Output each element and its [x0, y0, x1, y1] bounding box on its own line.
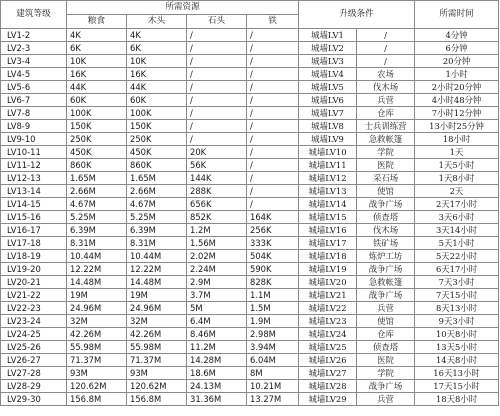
cell-level: LV22-23 — [1, 302, 67, 315]
cell-building-requirement: 伐木场 — [357, 81, 415, 94]
cell-stone: 1.56M — [187, 237, 247, 250]
header-level: 建筑等级 — [1, 1, 67, 29]
cell-time: 5天1小时 — [415, 237, 499, 250]
cell-wood: 44K — [127, 81, 187, 94]
table-row — [1, 289, 499, 302]
cell-level: LV4-5 — [1, 68, 67, 81]
cell-time: 1小时 — [415, 68, 499, 81]
cell-wall-requirement: 城墙LV14 — [299, 198, 357, 211]
cell-food: 32M — [67, 315, 127, 328]
cell-building-requirement: / — [357, 42, 415, 55]
cell-stone: 2.9M — [187, 276, 247, 289]
cell-building-requirement: 士兵训练营 — [357, 120, 415, 133]
cell-iron: 504K — [247, 250, 299, 263]
cell-stone: 31.36M — [187, 393, 247, 406]
cell-stone: / — [187, 94, 247, 107]
table-row — [1, 276, 499, 289]
table-row — [1, 198, 499, 211]
table-row — [1, 159, 499, 172]
cell-food: 71.37M — [67, 354, 127, 367]
cell-time: 8天13小时 — [415, 302, 499, 315]
cell-food: 14.48M — [67, 276, 127, 289]
cell-level: LV19-20 — [1, 263, 67, 276]
cell-time: 14天8小时 — [415, 354, 499, 367]
cell-stone: / — [187, 107, 247, 120]
cell-wall-requirement: 城墙LV5 — [299, 81, 357, 94]
cell-wall-requirement: 城墙LV20 — [299, 276, 357, 289]
table-row — [1, 224, 499, 237]
cell-level: LV23-24 — [1, 315, 67, 328]
cell-building-requirement: 炼炉工坊 — [357, 250, 415, 263]
cell-wall-requirement: 城墙LV4 — [299, 68, 357, 81]
table-row — [1, 367, 499, 380]
cell-wood: 12.22M — [127, 263, 187, 276]
table-row — [1, 354, 499, 367]
cell-building-requirement: 急救帐篷 — [357, 276, 415, 289]
cell-wall-requirement: 城墙LV25 — [299, 341, 357, 354]
cell-iron: 164K — [247, 211, 299, 224]
cell-wood: 71.37M — [127, 354, 187, 367]
cell-time: 3天14小时 — [415, 224, 499, 237]
cell-building-requirement: 采石场 — [357, 172, 415, 185]
cell-level: LV7-8 — [1, 107, 67, 120]
cell-level: LV3-4 — [1, 55, 67, 68]
cell-iron: / — [247, 81, 299, 94]
cell-iron: / — [247, 172, 299, 185]
cell-stone: 144K — [187, 172, 247, 185]
cell-stone: / — [187, 42, 247, 55]
cell-building-requirement: 铁矿场 — [357, 237, 415, 250]
cell-level: LV2-3 — [1, 42, 67, 55]
cell-wood: 150K — [127, 120, 187, 133]
cell-wall-requirement: 城墙LV12 — [299, 172, 357, 185]
cell-level: LV1-2 — [1, 29, 67, 42]
cell-wall-requirement: 城墙LV24 — [299, 328, 357, 341]
cell-wall-requirement: 城墙LV9 — [299, 133, 357, 146]
cell-stone: 14.28M — [187, 354, 247, 367]
cell-wall-requirement: 城墙LV16 — [299, 224, 357, 237]
cell-stone: 2.24M — [187, 263, 247, 276]
cell-building-requirement: 医院 — [357, 159, 415, 172]
cell-food: 24.96M — [67, 302, 127, 315]
cell-wood: 156.8M — [127, 393, 187, 406]
cell-stone: 2.02M — [187, 250, 247, 263]
cell-food: 55.98M — [67, 341, 127, 354]
cell-iron: 13.27M — [247, 393, 299, 406]
cell-food: 5.25M — [67, 211, 127, 224]
cell-building-requirement: 急救帐篷 — [357, 133, 415, 146]
cell-time: 9天3小时 — [415, 315, 499, 328]
cell-wall-requirement: 城墙LV7 — [299, 107, 357, 120]
cell-food: 6K — [67, 42, 127, 55]
cell-iron: 256K — [247, 224, 299, 237]
cell-wall-requirement: 城墙LV28 — [299, 380, 357, 393]
table-row — [1, 107, 499, 120]
cell-stone: / — [187, 29, 247, 42]
cell-level: LV14-15 — [1, 198, 67, 211]
cell-food: 44K — [67, 81, 127, 94]
cell-wood: 60K — [127, 94, 187, 107]
cell-time: 20分钟 — [415, 55, 499, 68]
cell-iron: / — [247, 133, 299, 146]
cell-level: LV28-29 — [1, 380, 67, 393]
cell-iron: / — [247, 159, 299, 172]
cell-wall-requirement: 城墙LV26 — [299, 354, 357, 367]
cell-stone: / — [187, 120, 247, 133]
cell-food: 93M — [67, 367, 127, 380]
cell-level: LV24-25 — [1, 328, 67, 341]
cell-food: 4K — [67, 29, 127, 42]
cell-time: 7天15小时 — [415, 289, 499, 302]
cell-wood: 14.48M — [127, 276, 187, 289]
header-row-top — [1, 1, 499, 15]
cell-building-requirement: / — [357, 55, 415, 68]
cell-building-requirement: 学院 — [357, 367, 415, 380]
cell-wood: 10.44M — [127, 250, 187, 263]
cell-time: 7小时12分钟 — [415, 107, 499, 120]
cell-wall-requirement: 城墙LV11 — [299, 159, 357, 172]
cell-time: 18小时 — [415, 133, 499, 146]
cell-stone: / — [187, 133, 247, 146]
cell-stone: / — [187, 68, 247, 81]
table-body — [1, 29, 499, 406]
cell-building-requirement: 侦查塔 — [357, 211, 415, 224]
cell-iron: 6.04M — [247, 354, 299, 367]
cell-iron: / — [247, 94, 299, 107]
cell-building-requirement: 医院 — [357, 354, 415, 367]
cell-building-requirement: 使馆 — [357, 185, 415, 198]
cell-level: LV17-18 — [1, 237, 67, 250]
cell-wood: 42.26M — [127, 328, 187, 341]
cell-food: 8.31M — [67, 237, 127, 250]
cell-food: 250K — [67, 133, 127, 146]
cell-iron: 3.94M — [247, 341, 299, 354]
header-resources: 所需资源 — [67, 1, 299, 15]
cell-time: 17天15小时 — [415, 380, 499, 393]
table-row — [1, 315, 499, 328]
cell-iron: / — [247, 107, 299, 120]
cell-wall-requirement: 城墙LV21 — [299, 289, 357, 302]
cell-wall-requirement: 城墙LV19 — [299, 263, 357, 276]
cell-iron: 590K — [247, 263, 299, 276]
cell-wall-requirement: 城墙LV27 — [299, 367, 357, 380]
cell-level: LV21-22 — [1, 289, 67, 302]
cell-wall-requirement: 城墙LV22 — [299, 302, 357, 315]
cell-time: 5天22小时 — [415, 250, 499, 263]
cell-wood: 4K — [127, 29, 187, 42]
header-wood: 木头 — [127, 15, 187, 29]
cell-food: 120.62M — [67, 380, 127, 393]
cell-level: LV29-30 — [1, 393, 67, 406]
cell-stone: / — [187, 55, 247, 68]
cell-iron: / — [247, 42, 299, 55]
cell-level: LV8-9 — [1, 120, 67, 133]
cell-food: 156.8M — [67, 393, 127, 406]
cell-level: LV5-6 — [1, 81, 67, 94]
cell-level: LV26-27 — [1, 354, 67, 367]
cell-time: 7天3小时 — [415, 276, 499, 289]
cell-iron: 1.1M — [247, 289, 299, 302]
cell-building-requirement: 侦查塔 — [357, 341, 415, 354]
cell-time: 3天6小时 — [415, 211, 499, 224]
cell-food: 4.67M — [67, 198, 127, 211]
cell-iron: 10.21M — [247, 380, 299, 393]
cell-food: 16K — [67, 68, 127, 81]
table-row — [1, 29, 499, 42]
cell-level: LV20-21 — [1, 276, 67, 289]
cell-time: 18天8小时 — [415, 393, 499, 406]
cell-wood: 6.39M — [127, 224, 187, 237]
cell-food: 1.65M — [67, 172, 127, 185]
cell-wall-requirement: 城墙LV2 — [299, 42, 357, 55]
cell-food: 100K — [67, 107, 127, 120]
table-row — [1, 185, 499, 198]
cell-building-requirement: 兵营 — [357, 302, 415, 315]
cell-stone: 8.46M — [187, 328, 247, 341]
cell-level: LV25-26 — [1, 341, 67, 354]
cell-iron: 8M — [247, 367, 299, 380]
cell-wall-requirement: 城墙LV10 — [299, 146, 357, 159]
cell-food: 19M — [67, 289, 127, 302]
cell-building-requirement: 战争广场 — [357, 263, 415, 276]
cell-wood: 10K — [127, 55, 187, 68]
cell-time: 13天5小时 — [415, 341, 499, 354]
table-row — [1, 263, 499, 276]
cell-time: 4小时48分钟 — [415, 94, 499, 107]
cell-wall-requirement: 城墙LV29 — [299, 393, 357, 406]
cell-wall-requirement: 城墙LV18 — [299, 250, 357, 263]
cell-building-requirement: 战争广场 — [357, 380, 415, 393]
cell-iron: / — [247, 120, 299, 133]
cell-food: 10.44M — [67, 250, 127, 263]
cell-stone: 18.6M — [187, 367, 247, 380]
cell-stone: 5M — [187, 302, 247, 315]
cell-building-requirement: 仓库 — [357, 107, 415, 120]
cell-level: LV13-14 — [1, 185, 67, 198]
cell-wood: 450K — [127, 146, 187, 159]
cell-building-requirement: 学院 — [357, 146, 415, 159]
cell-iron: / — [247, 146, 299, 159]
cell-time: 13小时25分钟 — [415, 120, 499, 133]
table-row — [1, 146, 499, 159]
cell-stone: 656K — [187, 198, 247, 211]
cell-time: 10天8小时 — [415, 328, 499, 341]
cell-wall-requirement: 城墙LV17 — [299, 237, 357, 250]
cell-iron: / — [247, 185, 299, 198]
cell-level: LV18-19 — [1, 250, 67, 263]
cell-wall-requirement: 城墙LV3 — [299, 55, 357, 68]
cell-iron: 333K — [247, 237, 299, 250]
cell-wall-requirement: 城墙LV1 — [299, 29, 357, 42]
table-row — [1, 42, 499, 55]
cell-iron: 828K — [247, 276, 299, 289]
cell-iron: 1.9M — [247, 315, 299, 328]
cell-iron: / — [247, 29, 299, 42]
cell-level: LV15-16 — [1, 211, 67, 224]
cell-wall-requirement: 城墙LV8 — [299, 120, 357, 133]
cell-building-requirement: 使馆 — [357, 315, 415, 328]
cell-time: 2天17小时 — [415, 198, 499, 211]
cell-building-requirement: 伐木场 — [357, 224, 415, 237]
table-row — [1, 120, 499, 133]
cell-wood: 2.66M — [127, 185, 187, 198]
cell-food: 10K — [67, 55, 127, 68]
cell-building-requirement: 战争广场 — [357, 289, 415, 302]
cell-food: 2.66M — [67, 185, 127, 198]
table-row — [1, 172, 499, 185]
table-row — [1, 393, 499, 406]
table-row — [1, 341, 499, 354]
cell-stone: 20K — [187, 146, 247, 159]
table-row — [1, 68, 499, 81]
table-row — [1, 380, 499, 393]
cell-wood: 8.31M — [127, 237, 187, 250]
cell-wood: 1.65M — [127, 172, 187, 185]
cell-wall-requirement: 城墙LV13 — [299, 185, 357, 198]
cell-wood: 5.25M — [127, 211, 187, 224]
cell-time: 1天 — [415, 146, 499, 159]
cell-wood: 860K — [127, 159, 187, 172]
cell-level: LV12-13 — [1, 172, 67, 185]
cell-iron: / — [247, 55, 299, 68]
header-stone: 石头 — [187, 15, 247, 29]
cell-level: LV16-17 — [1, 224, 67, 237]
header-iron: 铁 — [247, 15, 299, 29]
cell-stone: / — [187, 81, 247, 94]
cell-wood: 4.67M — [127, 198, 187, 211]
cell-building-requirement: 农场 — [357, 68, 415, 81]
header-time: 所需时间 — [415, 1, 499, 29]
cell-wood: 32M — [127, 315, 187, 328]
cell-iron: 2.98M — [247, 328, 299, 341]
cell-wood: 6K — [127, 42, 187, 55]
cell-food: 6.39M — [67, 224, 127, 237]
cell-time: 6天17小时 — [415, 263, 499, 276]
cell-food: 42.26M — [67, 328, 127, 341]
cell-level: LV10-11 — [1, 146, 67, 159]
cell-food: 150K — [67, 120, 127, 133]
cell-wood: 55.98M — [127, 341, 187, 354]
table-row — [1, 211, 499, 224]
cell-level: LV9-10 — [1, 133, 67, 146]
cell-level: LV6-7 — [1, 94, 67, 107]
cell-stone: 1.2M — [187, 224, 247, 237]
cell-time: 6分钟 — [415, 42, 499, 55]
table-row — [1, 55, 499, 68]
cell-wood: 120.62M — [127, 380, 187, 393]
cell-stone: 6.4M — [187, 315, 247, 328]
cell-time: 1天5小时 — [415, 159, 499, 172]
cell-time: 16天13小时 — [415, 367, 499, 380]
cell-stone: 56K — [187, 159, 247, 172]
table-row — [1, 250, 499, 263]
cell-level: LV11-12 — [1, 159, 67, 172]
cell-building-requirement: 兵营 — [357, 94, 415, 107]
cell-stone: 288K — [187, 185, 247, 198]
cell-iron: / — [247, 68, 299, 81]
cell-food: 12.22M — [67, 263, 127, 276]
cell-time: 1天8小时 — [415, 172, 499, 185]
header-food: 粮食 — [67, 15, 127, 29]
cell-building-requirement: 兵营 — [357, 393, 415, 406]
table-row — [1, 237, 499, 250]
cell-time: 2小时20分钟 — [415, 81, 499, 94]
cell-wood: 250K — [127, 133, 187, 146]
cell-wood: 100K — [127, 107, 187, 120]
cell-wood: 93M — [127, 367, 187, 380]
cell-wall-requirement: 城墙LV6 — [299, 94, 357, 107]
table-row — [1, 94, 499, 107]
table-row — [1, 302, 499, 315]
cell-food: 450K — [67, 146, 127, 159]
cell-time: 2天 — [415, 185, 499, 198]
cell-stone: 852K — [187, 211, 247, 224]
cell-stone: 11.2M — [187, 341, 247, 354]
cell-iron: 1.5M — [247, 302, 299, 315]
cell-level: LV27-28 — [1, 367, 67, 380]
cell-wood: 24.96M — [127, 302, 187, 315]
cell-building-requirement: / — [357, 29, 415, 42]
cell-food: 60K — [67, 94, 127, 107]
cell-building-requirement: 战争广场 — [357, 198, 415, 211]
cell-wall-requirement: 城墙LV15 — [299, 211, 357, 224]
cell-time: 4分钟 — [415, 29, 499, 42]
cell-stone: 3.7M — [187, 289, 247, 302]
cell-stone: 24.13M — [187, 380, 247, 393]
cell-building-requirement: 仓库 — [357, 328, 415, 341]
header-condition: 升级条件 — [299, 1, 415, 29]
cell-iron: / — [247, 198, 299, 211]
table-row — [1, 328, 499, 341]
table-row — [1, 81, 499, 94]
cell-wall-requirement: 城墙LV23 — [299, 315, 357, 328]
cell-wood: 16K — [127, 68, 187, 81]
cell-food: 860K — [67, 159, 127, 172]
table-row — [1, 133, 499, 146]
cell-wood: 19M — [127, 289, 187, 302]
